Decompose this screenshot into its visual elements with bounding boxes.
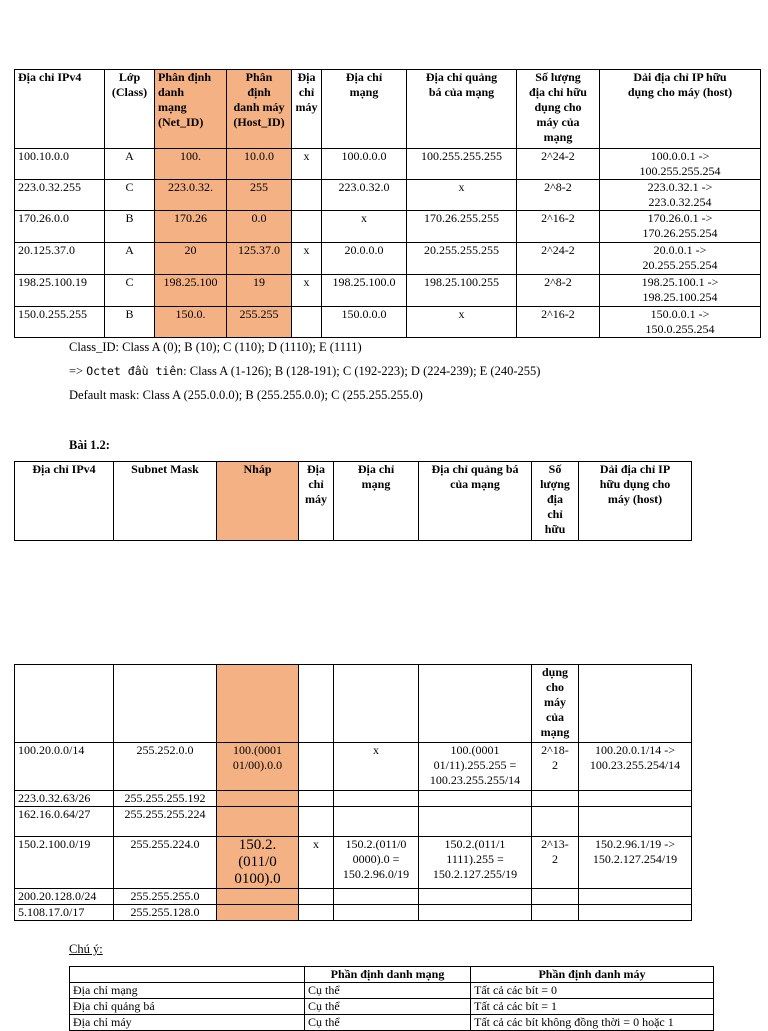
header-class: Lớp (Class): [105, 70, 155, 149]
cell-broadcast: x: [407, 180, 517, 211]
header-usable-range: Dải địa chỉ IP hữu dụng cho máy (host): [579, 462, 692, 541]
cell-net-id: 223.0.32.: [155, 180, 227, 211]
table-row: [15, 743, 692, 791]
notes-cell-net: Cụ thể: [305, 999, 471, 1015]
cell-subnet-mask: 255.252.0.0: [114, 743, 217, 791]
cell-network-address: [334, 791, 419, 807]
table-row: [15, 180, 761, 211]
cell-host-address: [299, 743, 334, 791]
notes-table: [69, 966, 714, 1031]
cell-class: C: [105, 275, 155, 307]
cell-draft: [217, 807, 299, 837]
cell-usable-count: [532, 905, 579, 921]
cell-usable-range: 150.2.96.1/19 -> 150.2.127.254/19: [579, 837, 692, 889]
cell-network-address: 198.25.100.0: [322, 275, 407, 307]
cell-usable-range: 170.26.0.1 -> 170.26.255.254: [600, 211, 761, 243]
cell-host-address: [299, 905, 334, 921]
first-octet-note: [69, 364, 540, 379]
cell-class: B: [105, 307, 155, 338]
cell-usable-range: [579, 791, 692, 807]
header-host-id: Phân định danh máy (Host_ID): [227, 70, 292, 149]
cell-broadcast: 150.2.(011/1 1111).255 = 150.2.127.255/19: [419, 837, 532, 889]
table-row: [70, 999, 714, 1015]
cell-network-address: 223.0.32.0: [322, 180, 407, 211]
class-table: [14, 69, 761, 338]
cell-usable-count: 2^24-2: [517, 149, 600, 180]
cell-ipv4: 100.20.0.0/14: [15, 743, 114, 791]
cell-network-address: x: [334, 743, 419, 791]
cell-broadcast: 100.255.255.255: [407, 149, 517, 180]
cell-usable-range: 100.20.0.1/14 -> 100.23.255.254/14: [579, 743, 692, 791]
cell-net-id: 150.0.: [155, 307, 227, 338]
cell-host-address: [292, 307, 322, 338]
cell-subnet-mask: 255.255.128.0: [114, 905, 217, 921]
cell-ipv4: 200.20.128.0/24: [15, 889, 114, 905]
header-network-address: Địa chỉ mạng: [322, 70, 407, 149]
header-host-address: Địa chỉ máy: [292, 70, 322, 149]
cell-net-id: 100.: [155, 149, 227, 180]
cell-ipv4: 150.2.100.0/19: [15, 837, 114, 889]
cell-usable-count: 2^16-2: [517, 211, 600, 243]
cell-usable-count: 2^8-2: [517, 180, 600, 211]
header-network-address-cont: [334, 665, 419, 743]
header-usable-range-cont: [579, 665, 692, 743]
cell-host-address: [299, 807, 334, 837]
header-host-address: Địa chỉ máy: [299, 462, 334, 541]
cell-net-id: 20: [155, 243, 227, 275]
table-row: [15, 307, 761, 338]
table-row: [15, 837, 692, 889]
cell-host-id: 0.0: [227, 211, 292, 243]
cell-host-address: x: [292, 149, 322, 180]
header-network-address: Địa chỉ mạng: [334, 462, 419, 541]
notes-cell-host: Tất cả các bít không đồng thời = 0 hoặc 1: [471, 1015, 714, 1031]
cell-network-address: x: [322, 211, 407, 243]
notes-cell-type: Địa chỉ quảng bá: [70, 999, 305, 1015]
cell-broadcast: 20.255.255.255: [407, 243, 517, 275]
header-ipv4: Địa chỉ IPv4: [15, 70, 105, 149]
class-id-note: Class_ID: Class A (0); B (10); C (110); D (1110); E (1111): [69, 340, 362, 354]
subnet-table-header: [14, 461, 692, 541]
cell-draft: 150.2.(011/0 0100).0: [217, 837, 299, 889]
cell-draft: [217, 905, 299, 921]
cell-host-address: x: [292, 275, 322, 307]
default-mask-note: Default mask: Class A (255.0.0.0); B (255.255.0.0); C (255.255.255.0): [69, 388, 423, 402]
header-broadcast: Địa chỉ quảng bá của mạng: [407, 70, 517, 149]
cell-broadcast: 170.26.255.255: [407, 211, 517, 243]
cell-network-address: [334, 889, 419, 905]
table-row: [15, 211, 761, 243]
table-row: [15, 791, 692, 807]
cell-usable-range: 100.0.0.1 -> 100.255.255.254: [600, 149, 761, 180]
cell-broadcast: [419, 889, 532, 905]
section-title-bai-1-2: Bài 1.2:: [69, 438, 110, 452]
cell-ipv4: 198.25.100.19: [15, 275, 105, 307]
header-broadcast: Địa chỉ quảng bá của mạng: [419, 462, 532, 541]
cell-usable-count: 2^13- 2: [532, 837, 579, 889]
cell-usable-count: [532, 791, 579, 807]
subnet-header-cont-row: [15, 665, 692, 743]
cell-net-id: 170.26: [155, 211, 227, 243]
cell-host-id: 19: [227, 275, 292, 307]
cell-usable-count: 2^24-2: [517, 243, 600, 275]
cell-usable-range: 198.25.100.1 -> 198.25.100.254: [600, 275, 761, 307]
cell-host-id: 255: [227, 180, 292, 211]
cell-usable-count: [532, 889, 579, 905]
table-row: [15, 149, 761, 180]
cell-class: A: [105, 243, 155, 275]
cell-ipv4: 150.0.255.255: [15, 307, 105, 338]
cell-subnet-mask: 255.255.255.224: [114, 807, 217, 837]
header-subnet-mask: Subnet Mask: [114, 462, 217, 541]
note-title: Chú ý:: [69, 942, 103, 956]
cell-host-id: 10.0.0: [227, 149, 292, 180]
notes-cell-net: Cụ thể: [305, 1015, 471, 1031]
cell-ipv4: 20.125.37.0: [15, 243, 105, 275]
class-table-header-row: [15, 70, 761, 149]
octet-ranges: : Class A (1-126); B (128-191); C (192-223); D (224-239); E (240-255): [183, 364, 541, 378]
cell-broadcast: x: [407, 307, 517, 338]
cell-broadcast: 100.(0001 01/11).255.255 = 100.23.255.255/14: [419, 743, 532, 791]
cell-network-address: 100.0.0.0: [322, 149, 407, 180]
cell-draft: 100.(0001 01/00).0.0: [217, 743, 299, 791]
cell-host-address: [292, 211, 322, 243]
cell-usable-range: [579, 905, 692, 921]
table-row: [70, 983, 714, 999]
cell-network-address: [334, 905, 419, 921]
cell-usable-range: 150.0.0.1 -> 150.0.255.254: [600, 307, 761, 338]
header-draft-cont: [217, 665, 299, 743]
cell-host-address: x: [292, 243, 322, 275]
cell-host-id: 255.255: [227, 307, 292, 338]
cell-usable-count: 2^8-2: [517, 275, 600, 307]
cell-subnet-mask: 255.255.224.0: [114, 837, 217, 889]
octet-word: Octet đầu tiên: [86, 364, 184, 378]
cell-broadcast: [419, 791, 532, 807]
header-net-id: Phân định danh mạng (Net_ID): [155, 70, 227, 149]
cell-host-address: x: [299, 837, 334, 889]
subnet-header-row: [15, 462, 692, 541]
cell-broadcast: 198.25.100.255: [407, 275, 517, 307]
cell-draft: [217, 889, 299, 905]
cell-usable-range: 223.0.32.1 -> 223.0.32.254: [600, 180, 761, 211]
header-usable-range: Dải địa chỉ IP hữu dụng cho máy (host): [600, 70, 761, 149]
notes-cell-type: Địa chỉ mạng: [70, 983, 305, 999]
cell-ipv4: 223.0.32.63/26: [15, 791, 114, 807]
cell-ipv4: 170.26.0.0: [15, 211, 105, 243]
cell-broadcast: [419, 807, 532, 837]
cell-usable-range: [579, 889, 692, 905]
cell-subnet-mask: 255.255.255.192: [114, 791, 217, 807]
notes-header-net: Phần định danh mạng: [305, 967, 471, 983]
table-row: [15, 275, 761, 307]
cell-network-address: 150.0.0.0: [322, 307, 407, 338]
table-row: [70, 1015, 714, 1031]
notes-header-blank: [70, 967, 305, 983]
table-row: [15, 905, 692, 921]
notes-header-row: [70, 967, 714, 983]
notes-cell-host: Tất cả các bít = 1: [471, 999, 714, 1015]
header-draft: Nháp: [217, 462, 299, 541]
header-subnet-mask-cont: [114, 665, 217, 743]
cell-subnet-mask: 255.255.255.0: [114, 889, 217, 905]
table-row: [15, 243, 761, 275]
notes-cell-net: Cụ thể: [305, 983, 471, 999]
cell-broadcast: [419, 905, 532, 921]
cell-network-address: [334, 807, 419, 837]
notes-cell-host: Tất cả các bít = 0: [471, 983, 714, 999]
cell-host-address: [292, 180, 322, 211]
cell-ipv4: 5.108.17.0/17: [15, 905, 114, 921]
cell-usable-count: [532, 807, 579, 837]
octet-prefix: =>: [69, 364, 87, 378]
cell-host-address: [299, 889, 334, 905]
header-usable-count: Số lượng địa chỉ hữu: [532, 462, 579, 541]
cell-class: B: [105, 211, 155, 243]
cell-draft: [217, 791, 299, 807]
cell-net-id: 198.25.100: [155, 275, 227, 307]
header-usable-count-cont: dụng cho máy của mạng: [532, 665, 579, 743]
header-host-address-cont: [299, 665, 334, 743]
subnet-table: [14, 664, 692, 921]
cell-network-address: 150.2.(011/0 0000).0 = 150.2.96.0/19: [334, 837, 419, 889]
cell-class: C: [105, 180, 155, 211]
cell-usable-range: [579, 807, 692, 837]
table-row: [15, 889, 692, 905]
header-usable-count: Số lượng địa chỉ hữu dụng cho máy của mạng: [517, 70, 600, 149]
cell-host-id: 125.37.0: [227, 243, 292, 275]
cell-ipv4: 223.0.32.255: [15, 180, 105, 211]
cell-host-address: [299, 791, 334, 807]
cell-class: A: [105, 149, 155, 180]
cell-ipv4: 162.16.0.64/27: [15, 807, 114, 837]
cell-usable-count: 2^18- 2: [532, 743, 579, 791]
cell-usable-range: 20.0.0.1 -> 20.255.255.254: [600, 243, 761, 275]
table-row: [15, 807, 692, 837]
header-ipv4-cont: [15, 665, 114, 743]
notes-cell-type: Địa chỉ máy: [70, 1015, 305, 1031]
cell-network-address: 20.0.0.0: [322, 243, 407, 275]
notes-header-host: Phần định danh máy: [471, 967, 714, 983]
cell-usable-count: 2^16-2: [517, 307, 600, 338]
header-broadcast-cont: [419, 665, 532, 743]
cell-ipv4: 100.10.0.0: [15, 149, 105, 180]
header-ipv4: Địa chỉ IPv4: [15, 462, 114, 541]
